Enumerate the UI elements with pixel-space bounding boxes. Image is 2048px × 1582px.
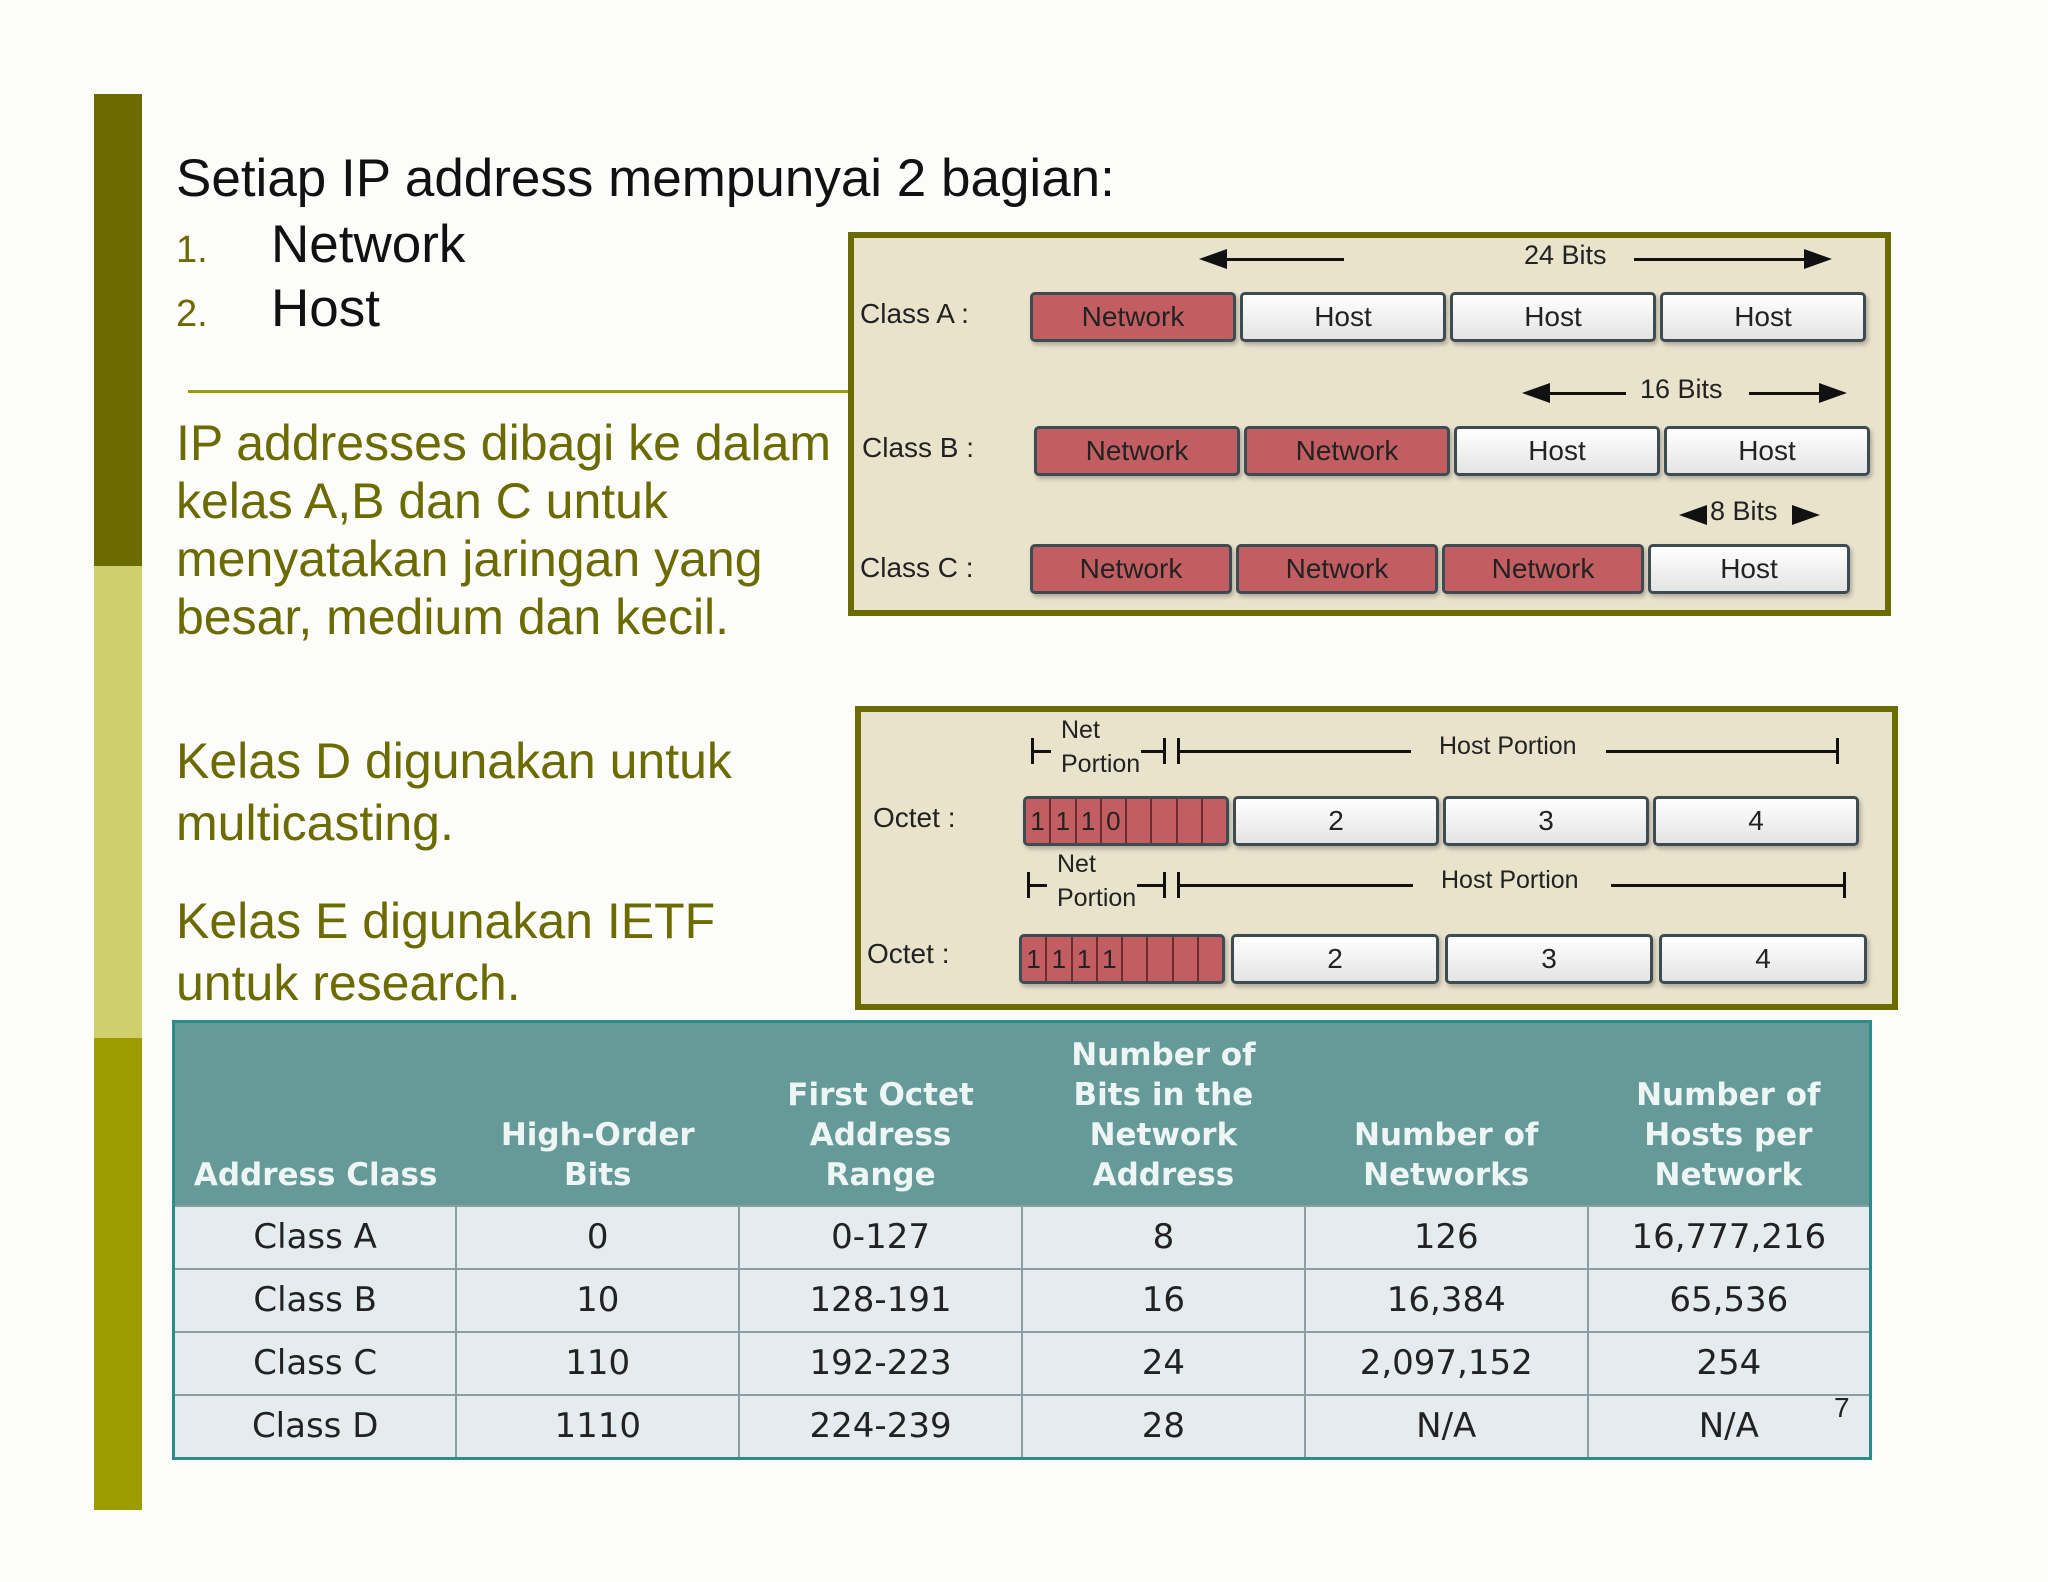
octet-cell: 2: [1231, 934, 1439, 984]
row-label: Class B :: [862, 432, 975, 463]
network-cell: Network: [1030, 544, 1232, 594]
bracket-line: [1141, 750, 1163, 753]
list-text: Host: [271, 279, 380, 338]
table-cell: N/A: [1588, 1395, 1871, 1459]
table-cell: 192-223: [739, 1332, 1022, 1395]
bit: 1: [1073, 937, 1098, 981]
table-cell: 254: [1588, 1332, 1871, 1395]
paragraph-ip-classes: IP addresses dibagi ke dalam kelas A,B dan C untuk menyatakan jaringan yang besar, medium dan kecil.: [176, 415, 832, 645]
host-cell: Host: [1660, 292, 1866, 342]
portion-label: Portion: [1057, 884, 1137, 912]
bit: 1: [1022, 937, 1047, 981]
row-label: Class A :: [860, 298, 969, 329]
dim-label: 8 Bits: [1710, 496, 1778, 526]
portion-label: Portion: [1061, 750, 1141, 778]
table-row: [174, 1395, 1871, 1459]
bracket-line: [1611, 884, 1843, 887]
list-number: 1.: [176, 229, 208, 271]
bracket-line: [1177, 884, 1413, 887]
dim-label: 16 Bits: [1640, 374, 1723, 404]
table-cell: Class D: [174, 1395, 457, 1459]
arrow-left-icon: [1199, 249, 1227, 269]
bit: 0: [1102, 799, 1127, 843]
bit: 1: [1051, 799, 1076, 843]
table-header: First Octet Address Range: [739, 1022, 1022, 1206]
table-cell: 10: [456, 1269, 739, 1332]
bit: [1152, 799, 1177, 843]
table-cell: 0-127: [739, 1206, 1022, 1269]
table-header: Number of Networks: [1305, 1022, 1588, 1206]
paragraph-class-d: Kelas D digunakan untuk multicasting.: [176, 733, 732, 851]
bracket-line: [1027, 884, 1047, 887]
table-cell: N/A: [1305, 1395, 1588, 1459]
table-cell: 224-239: [739, 1395, 1022, 1459]
octet-cell: 3: [1445, 934, 1653, 984]
table-cell: 28: [1022, 1395, 1305, 1459]
paragraph-class-e: Kelas E digunakan IETF untuk research.: [176, 893, 716, 1011]
host-cell: Host: [1454, 426, 1660, 476]
table-cell: 65,536: [1588, 1269, 1871, 1332]
table-cell: 128-191: [739, 1269, 1022, 1332]
first-octet-bits: [1023, 796, 1229, 846]
network-cell: Network: [1244, 426, 1450, 476]
arrow-right-icon: [1804, 249, 1832, 269]
row-label: Class C :: [860, 552, 974, 583]
address-class-table: [172, 1020, 1872, 1460]
table-cell: 16,384: [1305, 1269, 1588, 1332]
row-label: Octet :: [873, 802, 956, 833]
table-header: Number of Bits in the Network Address: [1022, 1022, 1305, 1206]
network-cell: Network: [1236, 544, 1438, 594]
table-cell: 24: [1022, 1332, 1305, 1395]
bracket-tick: [1163, 738, 1166, 764]
bit: [1123, 937, 1148, 981]
bit: [1148, 937, 1173, 981]
octet-cell: 3: [1443, 796, 1649, 846]
dim-arrow-line: [1224, 258, 1344, 261]
bracket-line: [1177, 750, 1411, 753]
network-cell: Network: [1034, 426, 1240, 476]
list-item-network: [176, 214, 465, 275]
dim-arrow-line: [1634, 258, 1804, 261]
first-octet-bits: [1019, 934, 1225, 984]
octet-cell: 2: [1233, 796, 1439, 846]
bracket-line: [1137, 884, 1163, 887]
table-cell: 0: [456, 1206, 739, 1269]
host-cell: Host: [1450, 292, 1656, 342]
host-portion-label: Host Portion: [1441, 866, 1579, 894]
table-cell: 8: [1022, 1206, 1305, 1269]
table-cell: 110: [456, 1332, 739, 1395]
table-header-row: [174, 1022, 1871, 1206]
network-cell: Network: [1442, 544, 1644, 594]
table-cell: 16: [1022, 1269, 1305, 1332]
bit: 1: [1077, 799, 1102, 843]
dim-label: 24 Bits: [1524, 240, 1607, 270]
bit: [1199, 937, 1222, 981]
bracket-tick: [1163, 872, 1166, 898]
arrow-right-icon: [1819, 383, 1847, 403]
table-cell: 1110: [456, 1395, 739, 1459]
arrow-left-icon: [1679, 505, 1707, 525]
bracket-line: [1606, 750, 1836, 753]
accent-bar-middle: [94, 566, 142, 1038]
table-header: Address Class: [174, 1022, 457, 1206]
network-cell: Network: [1030, 292, 1236, 342]
arrow-right-icon: [1792, 505, 1820, 525]
host-portion-label: Host Portion: [1439, 732, 1577, 760]
octet-cell: 4: [1653, 796, 1859, 846]
list-text: Network: [271, 215, 466, 274]
bit: [1127, 799, 1152, 843]
table-cell: Class A: [174, 1206, 457, 1269]
dim-arrow-line: [1749, 392, 1819, 395]
host-cell: Host: [1648, 544, 1850, 594]
table-header: Number of Hosts per Network: [1588, 1022, 1871, 1206]
page-number: 7: [1834, 1392, 1850, 1423]
table-cell: Class C: [174, 1332, 457, 1395]
table-cell: 16,777,216: [1588, 1206, 1871, 1269]
accent-bar-bottom: [94, 1038, 142, 1510]
net-label: Net: [1061, 716, 1100, 744]
list-number: 2.: [176, 293, 208, 335]
table-row: [174, 1206, 1871, 1269]
octet-cell: 4: [1659, 934, 1867, 984]
slide-title: Setiap IP address mempunyai 2 bagian:: [176, 149, 1115, 208]
host-cell: Host: [1664, 426, 1870, 476]
bit: 1: [1026, 799, 1051, 843]
table-cell: Class B: [174, 1269, 457, 1332]
class-diagram: [848, 232, 1891, 616]
bit: [1203, 799, 1226, 843]
bit: 1: [1098, 937, 1123, 981]
octet-diagram: [855, 706, 1898, 1010]
bracket-tick: [1836, 738, 1839, 764]
dim-arrow-line: [1546, 392, 1626, 395]
accent-bar-top: [94, 94, 142, 566]
net-label: Net: [1057, 850, 1096, 878]
bit: 1: [1047, 937, 1072, 981]
table-cell: 2,097,152: [1305, 1332, 1588, 1395]
table-cell: 126: [1305, 1206, 1588, 1269]
bracket-line: [1031, 750, 1051, 753]
table-row: [174, 1269, 1871, 1332]
bracket-tick: [1843, 872, 1846, 898]
bit: [1178, 799, 1203, 843]
list-item-host: [176, 278, 380, 339]
row-label: Octet :: [867, 938, 950, 969]
table-row: [174, 1332, 1871, 1395]
table-header: High-Order Bits: [456, 1022, 739, 1206]
divider-line: [188, 390, 848, 393]
host-cell: Host: [1240, 292, 1446, 342]
bit: [1174, 937, 1199, 981]
